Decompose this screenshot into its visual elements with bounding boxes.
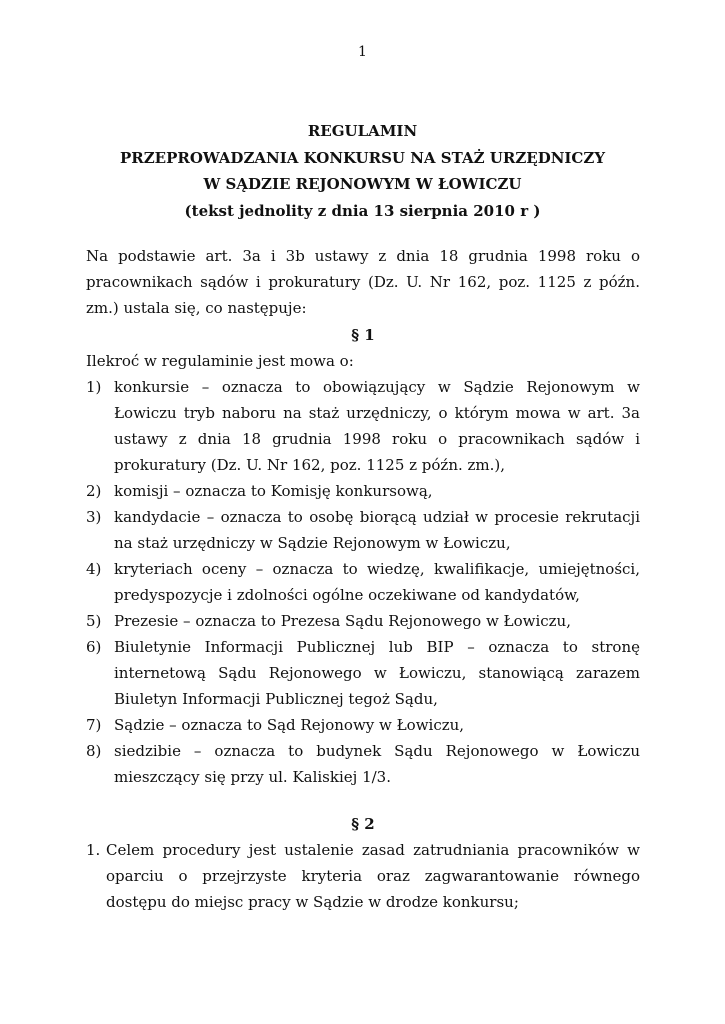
list-item-number: 5) bbox=[86, 612, 102, 630]
list-item-number: 1. bbox=[86, 841, 101, 859]
list-item bbox=[86, 634, 640, 712]
list-item bbox=[86, 478, 640, 504]
list-item-text: komisji – oznacza to Komisję konkursową, bbox=[114, 482, 433, 500]
list-item-text: Prezesie – oznacza to Prezesa Sądu Rejonowego w Łowiczu, bbox=[114, 612, 571, 630]
list-item-text: siedzibie – oznacza to budynek Sądu Rejonowego w Łowiczu mieszczący się przy ul. Kaliskiej 1/3. bbox=[114, 742, 640, 786]
title-line-1: REGULAMIN bbox=[307, 122, 418, 140]
title-line-4: (tekst jednolity z dnia 13 sierpnia 2010 r ) bbox=[184, 201, 541, 220]
list-item-number: 3) bbox=[86, 508, 102, 526]
list-item-text: Biuletynie Informacji Publicznej lub BIP – oznacza to stronę internetową Sądu Rejonowego w Łowiczu, stanowiącą zarazem Biuletyn Informacji Publicznej tegoż Sądu, bbox=[114, 638, 640, 708]
list-item-text: kandydacie – oznacza to osobę biorącą udział w procesie rekrutacji na staż urzędniczy w Sądzie Rejonowym w Łowiczu, bbox=[114, 508, 640, 552]
list-item bbox=[86, 837, 640, 915]
list-item-number: 8) bbox=[86, 742, 102, 760]
list-item-text: kryteriach oceny – oznacza to wiedzę, kwalifikacje, umiejętności, predyspozycje i zdolności ogólne oczekiwane od kandydatów, bbox=[114, 560, 640, 604]
list-item-text: konkursie – oznacza to obowiązujący w Sądzie Rejonowym w Łowiczu tryb naboru na staż urzędniczy, o którym mowa w art. 3a ustawy z dnia 18 grudnia 1998 roku o pracownikach sądów i prokuratury (Dz. U. Nr 162, poz. 1125 z późn. zm.), bbox=[114, 378, 640, 474]
list-item bbox=[86, 556, 640, 608]
definitions-list bbox=[86, 374, 640, 790]
title-line-3: W SĄDZIE REJONOWYM W ŁOWICZU bbox=[203, 175, 522, 193]
list-item bbox=[86, 738, 640, 790]
list-item-number: 2) bbox=[86, 482, 102, 500]
section-2-heading: § 2 bbox=[351, 815, 375, 833]
list-item bbox=[86, 608, 640, 634]
list-item-number: 4) bbox=[86, 560, 102, 578]
list-item-number: 6) bbox=[86, 638, 102, 656]
list-item-number: 7) bbox=[86, 716, 102, 734]
section-1-heading: § 1 bbox=[351, 326, 375, 344]
section-2-list bbox=[86, 837, 640, 915]
page-number: 1 bbox=[358, 44, 367, 60]
list-item bbox=[86, 712, 640, 738]
section-1-lead: Ilekroć w regulaminie jest mowa o: bbox=[86, 352, 354, 370]
document-title bbox=[60, 118, 665, 224]
list-item bbox=[86, 504, 640, 556]
title-line-2: PRZEPROWADZANIA KONKURSU NA STAŻ URZĘDNICZY bbox=[119, 148, 606, 167]
intro-paragraph: Na podstawie art. 3a i 3b ustawy z dnia 18 grudnia 1998 roku o pracownikach sądów i prokuratury (Dz. U. Nr 162, poz. 1125 z późn. zm.) ustala się, co następuje: bbox=[86, 247, 640, 317]
list-item-text: Sądzie – oznacza to Sąd Rejonowy w Łowiczu, bbox=[114, 716, 465, 734]
list-item-number: 1) bbox=[86, 378, 102, 396]
list-item bbox=[86, 374, 640, 478]
list-item-text: Celem procedury jest ustalenie zasad zatrudniania pracowników w oparciu o przejrzyste kryteria oraz zagwarantowanie równego dostępu do miejsc pracy w Sądzie w drodze konkursu; bbox=[106, 841, 640, 911]
